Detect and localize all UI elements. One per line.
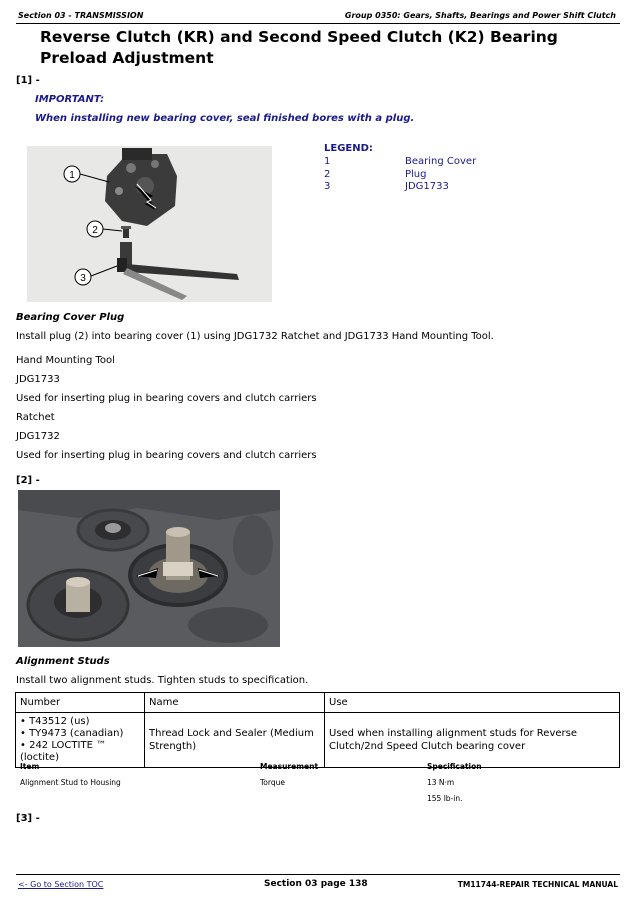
sealer-table <box>15 692 620 768</box>
instruction-text: Install plug (2) into bearing cover (1) using JDG1732 Ratchet and JDG1733 Hand Mounting Tool. <box>16 331 494 342</box>
table-cell-number <box>16 713 145 768</box>
table-header: Use <box>325 693 620 713</box>
callout-3: 3 <box>80 273 86 284</box>
spec-item: Alignment Stud to Housing <box>20 778 121 787</box>
step-1-label: [1] - <box>16 75 40 86</box>
important-text: When installing new bearing cover, seal finished bores with a plug. <box>35 113 415 124</box>
number-item: • T43512 (us) <box>20 716 90 727</box>
page-title: Reverse Clutch (KR) and Second Speed Clutch (K2) Bearing Preload Adjustment <box>40 28 558 67</box>
table-header: Number <box>16 693 145 713</box>
housing-photo <box>18 490 280 647</box>
page-header <box>16 8 620 24</box>
legend-text: Plug <box>405 169 427 180</box>
table-header-row <box>16 693 620 713</box>
page-footer <box>16 874 620 889</box>
callout-2: 2 <box>92 225 98 236</box>
spec-header: Specification <box>427 762 482 771</box>
tool-line: Hand Mounting Tool <box>16 355 115 366</box>
spec-header: Measurement <box>260 762 319 771</box>
legend-number: 1 <box>324 156 331 167</box>
bearing-cover-photo <box>27 146 272 302</box>
header-group: Group 0350: Gears, Shafts, Bearings and Power Shift Clutch <box>344 11 616 20</box>
tool-line: Used for inserting plug in bearing covers and clutch carriers <box>16 450 317 461</box>
tool-line: JDG1733 <box>16 374 60 385</box>
table-header: Name <box>145 693 325 713</box>
legend-number: 2 <box>324 169 331 180</box>
legend-text: Bearing Cover <box>405 156 477 167</box>
step-2-label: [2] - <box>16 475 40 486</box>
legend-text: JDG1733 <box>405 181 449 192</box>
tool-line: JDG1732 <box>16 431 60 442</box>
table-row <box>16 713 620 768</box>
callout-1: 1 <box>69 170 75 181</box>
spec-value: 13 N·m <box>427 778 455 787</box>
manual-name: TM11744-REPAIR TECHNICAL MANUAL <box>457 880 618 889</box>
spec-value: 155 lb-in. <box>427 794 463 803</box>
toc-link[interactable]: <- Go to Section TOC <box>18 880 104 889</box>
spec-header: Item <box>20 762 40 771</box>
tool-line: Used for inserting plug in bearing covers and clutch carriers <box>16 393 317 404</box>
subtitle-bearing-cover-plug: Bearing Cover Plug <box>16 312 125 323</box>
table-cell-use: Used when installing alignment studs for Reverse Clutch/2nd Speed Clutch bearing cover <box>325 713 620 768</box>
number-item: • 242 LOCTITE ™ (loctite) <box>20 740 107 763</box>
number-item: • TY9473 (canadian) <box>20 728 124 739</box>
important-label: IMPORTANT: <box>35 94 105 105</box>
legend-number: 3 <box>324 181 331 192</box>
page-number: Section 03 page 138 <box>264 879 368 889</box>
step-3-label: [3] - <box>16 813 40 824</box>
tool-line: Ratchet <box>16 412 55 423</box>
subtitle-alignment-studs: Alignment Studs <box>16 656 110 667</box>
legend-title: LEGEND: <box>324 143 373 154</box>
header-section: Section 03 - TRANSMISSION <box>18 11 144 20</box>
spec-measurement: Torque <box>260 778 285 787</box>
table-cell-name: Thread Lock and Sealer (Medium Strength) <box>145 713 325 768</box>
instruction-text: Install two alignment studs. Tighten studs to specification. <box>16 675 309 686</box>
